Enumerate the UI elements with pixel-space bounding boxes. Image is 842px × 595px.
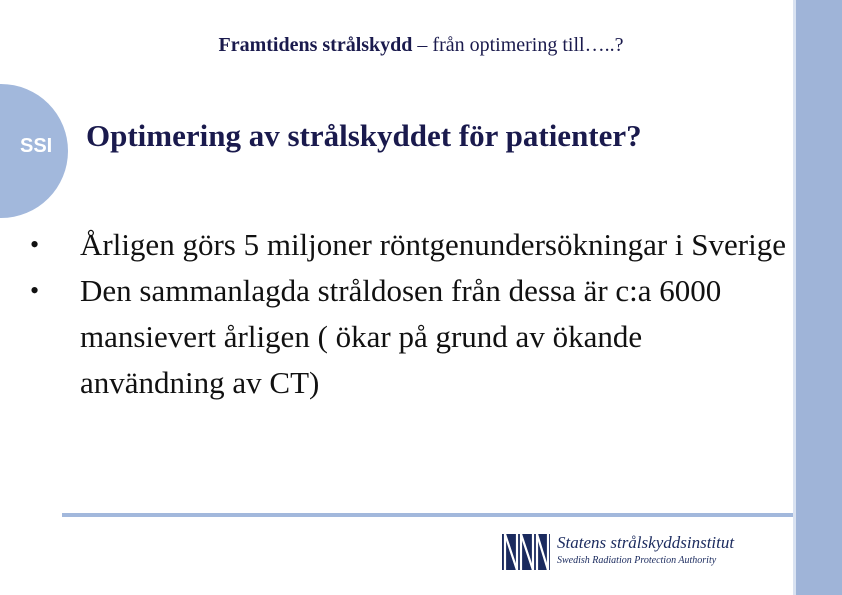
header-title-rest: – från optimering till…..? (412, 34, 624, 56)
header-title (0, 34, 842, 57)
bullet-item (30, 222, 790, 268)
right-accent-bar-highlight (793, 0, 796, 595)
ssi-logo (502, 531, 792, 571)
bullet-text: Den sammanlagda stråldosen från dessa är c:a 6000 mansievert årligen ( ökar på grund av ökande användning av CT) (80, 273, 722, 400)
logo-organization-name: Statens strålskyddsinstitut (557, 533, 735, 552)
right-accent-bar (793, 0, 842, 595)
footer-divider (62, 513, 793, 517)
bullet-item (30, 268, 790, 406)
bullet-text: Årligen görs 5 miljoner röntgenundersökningar i Sverige (80, 227, 786, 262)
logo-organization-subtitle: Swedish Radiation Protection Authority (557, 555, 717, 566)
bullet-marker: • (30, 276, 40, 305)
slide-heading: Optimering av strålskyddet för patienter? (86, 118, 642, 153)
bullet-marker: • (30, 230, 40, 259)
ssi-logo-mark-icon (502, 534, 550, 570)
header-title-bold: Framtidens strålskydd (218, 34, 413, 56)
ssi-tab-label: SSI (20, 135, 53, 157)
bullet-list (30, 222, 790, 406)
